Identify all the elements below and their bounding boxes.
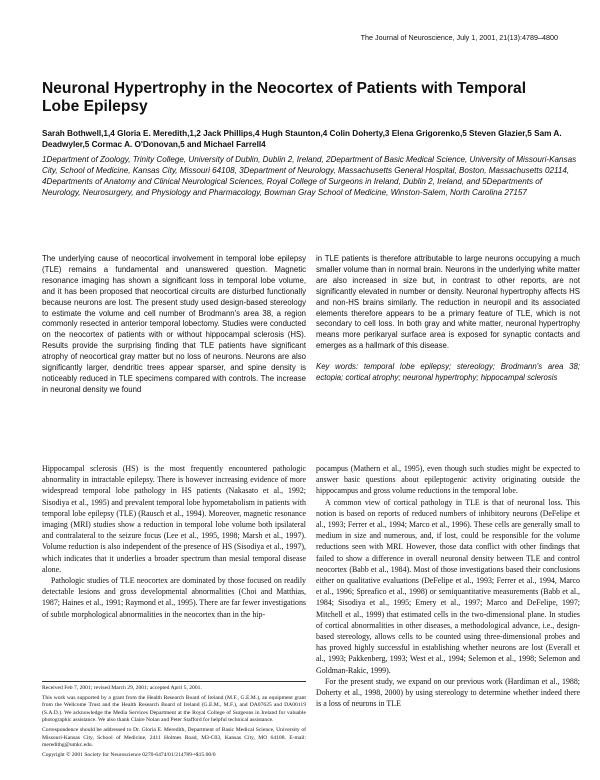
body-paragraph: Hippocampal sclerosis (HS) is the most frequently encountered pathologic abnormality in intractable epilepsy. There is however increasing evidence of more widespread temporal lobe pathology in HS patients (Nakasato et al., 1992; Sisodiya et al., 1995) and prevalent temporal lobe hypometabolism in patients with temporal lobe epilepsy (TLE) (Rausch et al., 1994). Moreover, magnetic resonance imaging (MRI) studies show a reduction in temporal lobe volume both ipsilateral and contralateral to the seizure focus (Lee et al., 1995, 1998; Marsh et al., 1997). Volume reduction is also independent of the presence of HS (Sisodiya et al., 1997), which indicates that it underlies a broader spectrum than mesial temporal disease alone.: [42, 464, 306, 574]
footnote-copyright: Copyright © 2001 Society for Neuroscience 0270-6474/01/214789-•$15.00/0: [42, 751, 216, 758]
footnote-funding: This work was supported by a grant from the Health Research Board of Ireland (M.F., G.E.M.), an equipment grant from the Wellcome Trust and the Health Research Board of Ireland (G.E.M., M.F.), and DA07625 and DA00119 (S.A.D.). We acknowledge the Media Services Department at the Royal College of Surgeons in Ireland for valuable photographic assistance. We also thank Claire Nolan and Peter Stafford for helpful technical assistance.: [42, 694, 306, 724]
article-title: Neuronal Hypertrophy in the Neocortex of Patients with Temporal Lobe Epilepsy: [42, 80, 527, 115]
footnote-divider: [42, 681, 306, 682]
body-left-column: [42, 463, 306, 620]
body-paragraph: pocampus (Mathern et al., 1995), even though such studies might be expected to answer basic questions about epileptogenic activity originating outside the hippocampus and gross volume reductions in the temporal lobe.: [316, 464, 580, 496]
abstract-right-column: [316, 254, 580, 384]
body-paragraph: Pathologic studies of TLE neocortex are dominated by those focused on readily detectable lesions and gross developmental abnormalities (Choi and Matthias, 1987; Haines et al., 1991; Raymond et al., 1995). There are far fewer investigations of subtle morphological abnormalities in the neocortex than in the hip-: [42, 576, 306, 619]
footnote: [42, 685, 306, 761]
running-head: The Journal of Neuroscience, July 1, 2001, 21(13):4789–4800: [360, 33, 558, 42]
abstract-text-left: The underlying cause of neocortical involvement in temporal lobe epilepsy (TLE) remains a fundamental and unanswered question. Magnetic resonance imaging has shown a significant loss in temporal lobe volume, and it has been proposed that neocortical circuits are disturbed functionally because neurons are lost. The present study used design-based stereology to estimate the volume and cell number of Brodmann's area 38, a region commonly resected in anterior temporal lobectomy. Studies were conducted on the neocortex of patients with or without hippocampal sclerosis (HS). Results provide the surprising finding that TLE patients have significant atrophy of neocortical gray matter but no loss of neurons. Neurons are also significantly larger, dendritic trees appear sparser, and spine density is noticeably reduced in TLE specimens compared with controls. The increase in neuronal density we found: [42, 254, 306, 394]
footnote-received: Received Feb 7, 2001; revised March 29, 2001; accepted April 5, 2001.: [42, 685, 202, 691]
keywords: Key words: temporal lobe epilepsy; stereology; Brodmann's area 38; ectopia; cortical atrophy; neuronal hypertrophy; hippocampal sclerosis: [316, 362, 580, 383]
abstract-left-column: [42, 254, 306, 396]
footnote-correspondence: Correspondence should be addressed to Dr. Gloria E. Meredith, Department of Basic Medical Science, University of Missouri-Kansas City, School of Medicine, 2411 Holmes Road, M3-C03, Kansas City, MO 64108. E-mail: meredithg@umkc.edu.: [42, 726, 306, 749]
body-right-column: [316, 463, 580, 709]
abstract-text-right: in TLE patients is therefore attributable to large neurons occupying a much smaller volume than in normal brain. Neurons in the underlying white matter are also increased in size but, in contrast to other reports, are not significantly elevated in number or density. Neuronal hypertrophy affects HS and non-HS brains similarly. The reduction in neuropil and its associated elements therefore appears to be a primary feature of TLE, which is not secondary to cell loss. In both gray and white matter, neuronal hypertrophy means more perikaryal surface area is exposed for synaptic contacts and emerges as a hallmark of this disease.: [316, 254, 580, 351]
author-affiliations: 1Department of Zoology, Trinity College, University of Dublin, Dublin 2, Ireland, 2Department of Basic Medical Science, University of Missouri-Kansas City, School of Medicine, Kansas City, Missouri 64108, 3Department of Neurology, Massachusetts General Hospital, Boston, Massachusetts 02114, 4Departments of Anatomy and Clinical Neurological Sciences, Royal College of Surgeons in Ireland, Dublin 2, Ireland, and 5Departments of Neurology, Neurosurgery, and Physiology and Pharmacology, Bowman Gray School of Medicine, Winston-Salem, North Carolina 27157: [42, 155, 577, 197]
body-paragraph: For the present study, we expand on our previous work (Hardiman et al., 1988; Doherty et al., 1998, 2000) by using stereology to determine whether indeed there is a loss of neurons in TLE: [316, 676, 580, 709]
body-paragraph: A common view of cortical pathology in TLE is that of neuronal loss. This notion is based on reports of reduced numbers of inhibitory neurons (DeFelipe et al., 1993; Ferrer et al., 1994; Marco et al., 1996). These cells are generally small to medium in size and numerous, and, if lost, could be responsible for the volume reductions seen with MRI. However, those data conflict with other findings that failed to show a difference in overall neuronal density between TLE and control neocortex (Babb et al., 1984). Most of those investigations based their conclusions either on qualitative evaluations (DeFelipe et al., 1993; Ferrer et al., 1994, Marco et al., 1996; Spreafico et al., 1998) or semiquantitative measurements (Babb et al., 1984; Sisodiya et al., 1995; Emery et al., 1997; Marco and DeFelipe, 1997; Mitchell et al., 1999) that estimated cells in the two-dimensional plane. In studies of cortical abnormalities in other diseases, a methodological advance, i.e., design-based stereology, allows cells to be counted using three-dimensional probes and has proved highly successful in establishing whether neurons are lost (Everall et al., 1993; Pakkenberg, 1993; West et al., 1994; Selemon et al., 1998; Selemon and Goldman-Rakic, 1999).: [316, 497, 580, 675]
author-list: Sarah Bothwell,1,4 Gloria E. Meredith,1,2 Jack Phillips,4 Hugh Staunton,4 Colin Doherty,3 Elena Grigorenko,5 Steven Glazier,5 Sam A. Deadwyler,5 Cormac A. O'Donovan,5 and Michael Farrell4: [42, 129, 562, 149]
